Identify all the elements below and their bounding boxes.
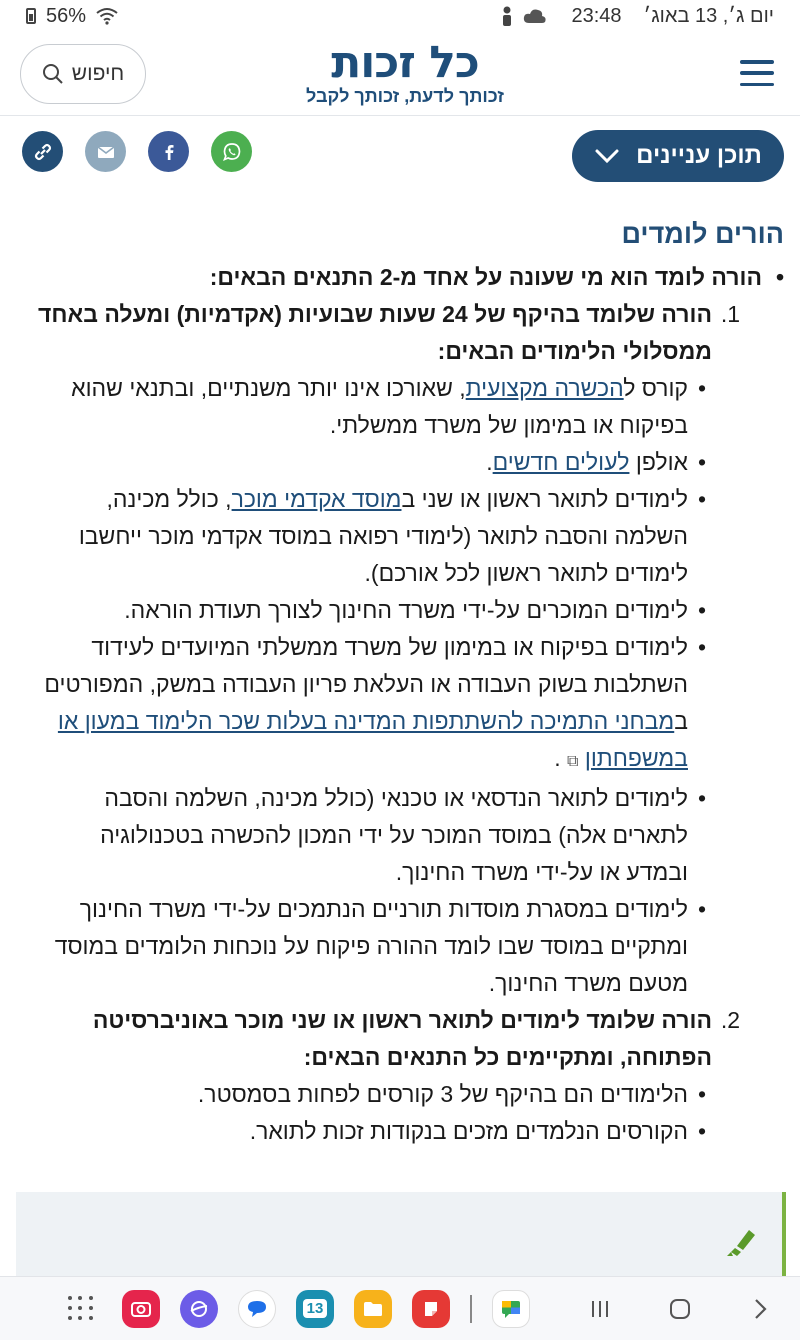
battery-level: 56% xyxy=(46,4,87,27)
item-text: הורה שלומד בהיקף של 24 שעות שבועיות (אקדמיות) ומעלה באחד ממסלולי הלימודים הבאים: xyxy=(38,301,712,364)
calendar-app-icon[interactable] xyxy=(296,1290,334,1328)
item-number: 2. xyxy=(720,1007,740,1033)
new-immigrants-link[interactable]: לעולים חדשים xyxy=(492,449,630,475)
list-item: • לימודים בפיקוח או במימון של משרד ממשלתי המיועדים לעידוד השתלבות בשוק העבודה או העלאת פריון העבודה במשק, המפורטים במבחני התמיכה להשתתפות המדינה בעלות שכר הלימוד במעון או במשפחתון ⧉ . xyxy=(44,629,688,780)
search-icon xyxy=(42,63,64,85)
topics-label: תוכן עניינים xyxy=(636,142,762,169)
cloud-icon xyxy=(523,8,547,24)
back-button[interactable] xyxy=(740,1289,780,1329)
academic-institution-link[interactable]: מוסד אקדמי מוכר xyxy=(231,486,402,512)
list-item: • אולפן לעולים חדשים. xyxy=(44,444,688,481)
list-item: • הלימודים הם בהיקף של 3 קורסים לפחות בסמסטר. xyxy=(44,1076,688,1113)
external-link-icon: ⧉ xyxy=(567,753,579,770)
logo-tagline: זכותך לדעת, זכותך לקבל xyxy=(306,86,504,106)
logo-title: כל זכות xyxy=(331,37,479,88)
status-left xyxy=(26,5,118,28)
table-of-contents-button[interactable] xyxy=(572,130,784,182)
list-item: • לימודים לתואר ראשון או שני במוסד אקדמי מוכר, כולל מכינה, השלמה והסבה לתואר (לימודי רפואה במוסד אקדמי מוכר ייחשבו לימודים לתואר ראשון לכל אורכם). xyxy=(44,481,688,592)
item-number: 1. xyxy=(720,301,740,327)
messages-app-icon[interactable] xyxy=(238,1290,276,1328)
email-icon[interactable] xyxy=(85,131,126,172)
date: יום ג׳, 13 באוג׳ xyxy=(643,4,774,27)
status-bar xyxy=(0,0,800,32)
clock: 23:48 xyxy=(571,4,622,27)
list-item: • קורס להכשרה מקצועית, שאורכו אינו יותר משנתיים, ובתנאי שהוא בפיקוח או במימון של משרד ממשלתי. xyxy=(44,370,688,444)
status-right xyxy=(501,5,774,28)
person-icon xyxy=(501,6,513,26)
list-item: • לימודים המוכרים על-ידי משרד החינוך לצורך תעודת הוראה. xyxy=(44,592,688,629)
highlighter-icon xyxy=(723,1224,759,1260)
site-header xyxy=(0,32,800,116)
internet-app-icon[interactable] xyxy=(180,1290,218,1328)
list-item: • לימודים במסגרת מוסדות תורניים הנתמכים על-ידי משרד החינוך ומתקיים במוסד שבו לומד ההורה פיקוח על נוכחות הלומדים במוסד מטעם משרד החינוך. xyxy=(44,891,688,1002)
share-buttons xyxy=(22,131,252,172)
whatsapp-icon[interactable] xyxy=(211,131,252,172)
apps-grid-icon[interactable] xyxy=(68,1296,94,1322)
list-item: • הקורסים הנלמדים מזכים בנקודות זכות לתואר. xyxy=(44,1113,688,1150)
professional-training-link[interactable]: הכשרה מקצועית xyxy=(465,375,624,401)
calendar-day: 13 xyxy=(303,1299,328,1318)
section-title: הורים לומדים xyxy=(621,219,784,249)
hamburger-menu-icon[interactable] xyxy=(740,60,774,86)
home-button[interactable] xyxy=(660,1289,700,1329)
notes-app-icon[interactable] xyxy=(412,1290,450,1328)
sub-list-1 xyxy=(14,370,784,1002)
link-icon[interactable] xyxy=(22,131,63,172)
item-text: הורה שלומד לימודים לתואר ראשון או שני מוכר באוניברסיטה הפתוחה, ומתקיימים כל התנאים הבאים: xyxy=(92,1007,712,1070)
list-item: • לימודים לתואר הנדסאי או טכנאי (כולל מכינה, השלמה והסבה לתארים אלה) במוסד המוכר על ידי המכון להכשרה בטכנולוגיה ובמדע או על-ידי משרד החינוך. xyxy=(44,780,688,891)
support-tests-link[interactable]: מבחני התמיכה להשתתפות המדינה בעלות שכר הלימוד במעון או במשפחתון xyxy=(57,708,688,771)
camera-app-icon[interactable] xyxy=(122,1290,160,1328)
main-bullet: • הורה לומד הוא מי שעונה על אחד מ-2 התנאים הבאים: xyxy=(14,258,784,296)
search-button[interactable] xyxy=(20,44,146,104)
nav-separator xyxy=(470,1295,472,1323)
site-logo[interactable] xyxy=(300,38,510,106)
chevron-down-icon xyxy=(594,147,620,165)
wifi-icon xyxy=(96,7,118,25)
info-card xyxy=(16,1192,786,1282)
numbered-item-1 xyxy=(14,296,784,370)
files-app-icon[interactable] xyxy=(354,1290,392,1328)
facebook-icon[interactable] xyxy=(148,131,189,172)
article-content xyxy=(14,212,784,1150)
chat-app-icon[interactable] xyxy=(492,1290,530,1328)
recent-apps-button[interactable] xyxy=(580,1289,620,1329)
numbered-item-2 xyxy=(14,1002,784,1076)
sub-list-2 xyxy=(14,1076,784,1150)
search-label: חיפוש xyxy=(71,62,125,85)
android-nav-bar xyxy=(0,1276,800,1340)
battery-icon xyxy=(26,8,36,24)
